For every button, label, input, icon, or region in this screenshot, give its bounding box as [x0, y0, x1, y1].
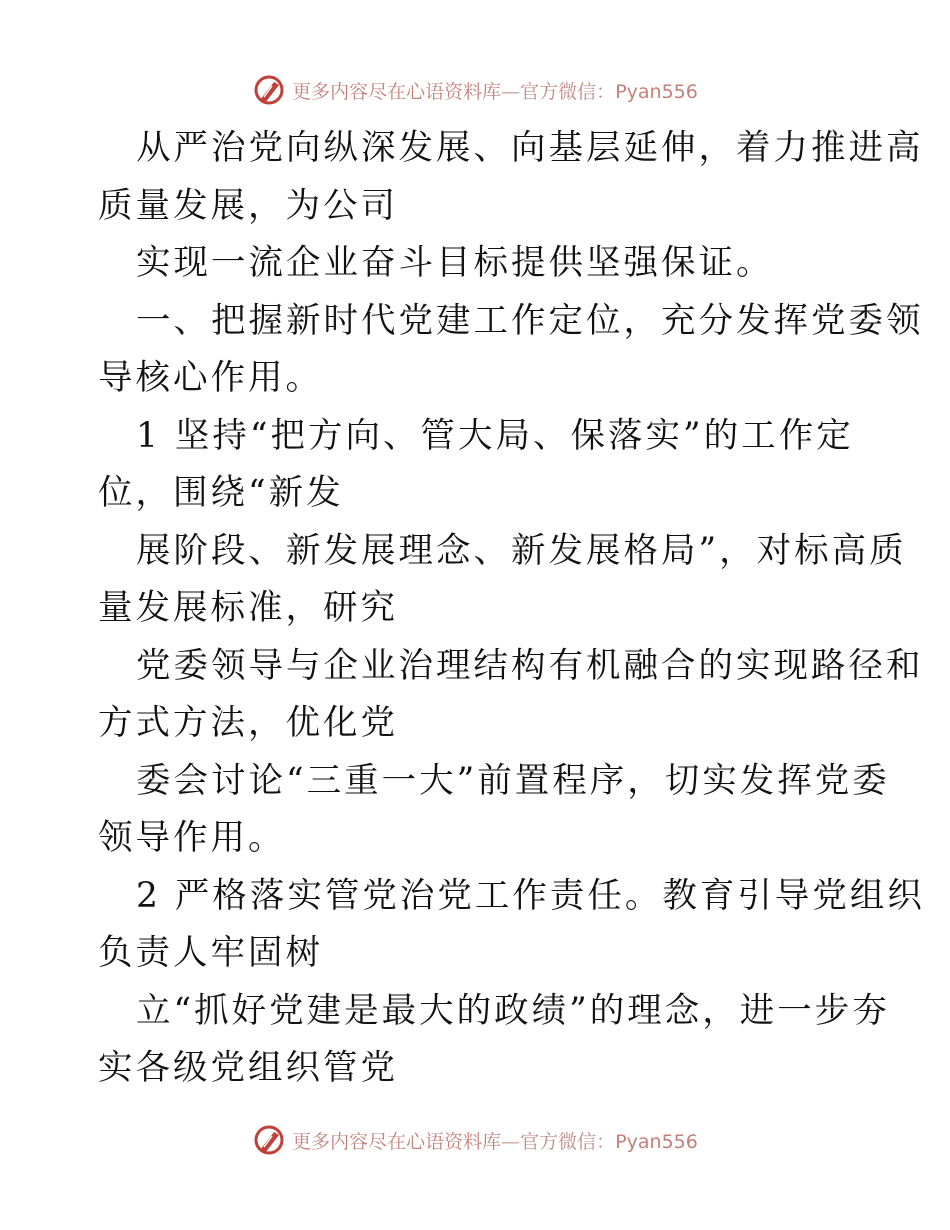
text-line: 委会讨论“三重一大”前置程序，切实发挥党委 [136, 760, 890, 801]
watermark-separator: — [501, 1130, 521, 1153]
text-line: 负责人牢固树 [98, 933, 323, 973]
watermark-site-name: 更多内容尽在心语资料库 [292, 80, 502, 103]
watermark-contact-label: 官方微信： [520, 1130, 616, 1153]
text-line: 位，围绕“新发 [98, 473, 344, 513]
section-heading-line: 导核心作用。 [98, 358, 323, 398]
watermark-text [292, 1127, 698, 1154]
text-line: 1 坚持“把方向、管大局、保落实”的工作定 [136, 415, 854, 456]
text-line: 展阶段、新发展理念、新发展格局”，对标高质 [136, 530, 907, 571]
watermark-site-name: 更多内容尽在心语资料库 [292, 1130, 502, 1153]
watermark-contact-label: 官方微信： [520, 80, 616, 103]
watermark-text [292, 77, 698, 104]
watermark-contact-id: Pyan556 [615, 1130, 698, 1153]
watermark-contact-id: Pyan556 [615, 80, 698, 103]
text-line: 方式方法，优化党 [98, 703, 398, 743]
text-line: 实各级党组织管党 [98, 1048, 398, 1088]
text-line: 质量发展，为公司 [98, 185, 398, 226]
header-watermark [0, 70, 950, 110]
pen-nib-logo-icon [252, 1123, 286, 1157]
section-heading-line: 一、把握新时代党建工作定位，充分发挥党委领 [136, 300, 924, 341]
text-line: 2 严格落实管党治党工作责任。教育引导党组织 [136, 875, 925, 916]
watermark-separator: — [501, 80, 521, 103]
text-line: 从严治党向纵深发展、向基层延伸，着力推进高 [136, 128, 924, 168]
footer-watermark [0, 1120, 950, 1160]
text-line: 领导作用。 [98, 818, 286, 858]
text-line: 党委领导与企业治理结构有机融合的实现路径和 [136, 645, 924, 686]
document-body [98, 120, 925, 1098]
text-line: 立“抓好党建是最大的政绩”的理念，进一步夯 [136, 990, 890, 1031]
text-line: 实现一流企业奋斗目标提供坚强保证。 [136, 243, 774, 283]
text-line: 量发展标准，研究 [98, 588, 398, 628]
pen-nib-logo-icon [252, 73, 286, 107]
